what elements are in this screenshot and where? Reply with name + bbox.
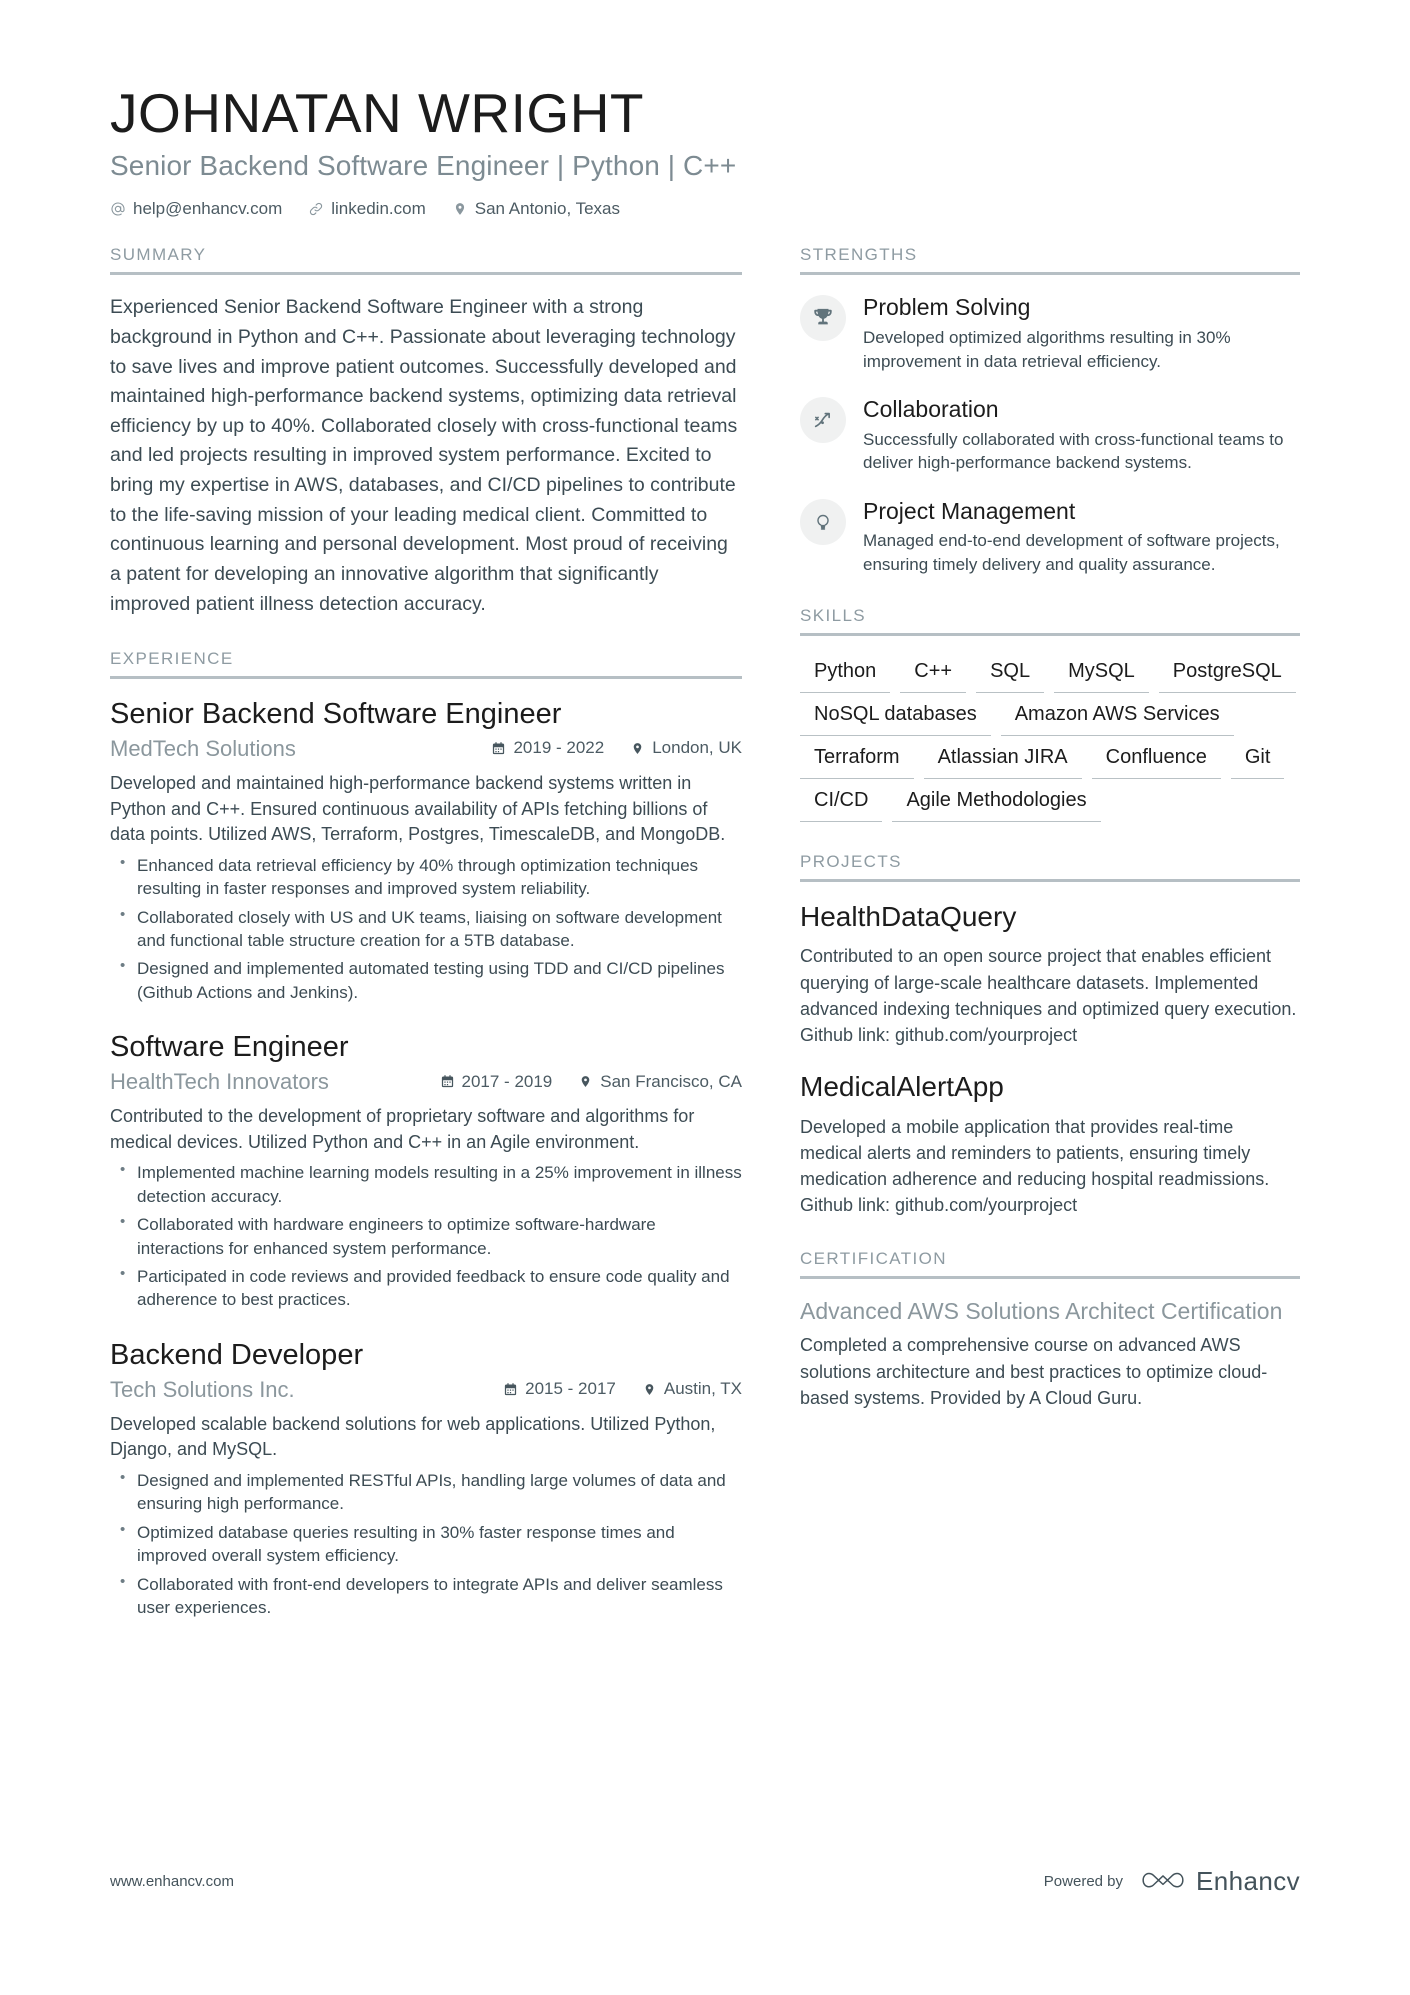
skill-chip: PostgreSQL bbox=[1159, 654, 1296, 693]
job-date-text: 2017 - 2019 bbox=[461, 1071, 553, 1091]
strength-description: Successfully collaborated with cross-functional teams to deliver high-performance backend systems. bbox=[863, 429, 1284, 473]
location-pin-icon bbox=[452, 201, 468, 217]
calendar-icon bbox=[503, 1382, 518, 1397]
skill-chip: Terraform bbox=[800, 740, 914, 779]
enhancv-mark-icon bbox=[1141, 1869, 1185, 1895]
contact-email-text: help@enhancv.com bbox=[133, 199, 283, 219]
location-pin-icon bbox=[578, 1074, 593, 1089]
strengths-section-title: STRENGTHS bbox=[800, 245, 918, 265]
summary-section-title: SUMMARY bbox=[110, 245, 207, 265]
calendar-icon bbox=[440, 1074, 455, 1089]
skill-chip: Agile Methodologies bbox=[892, 783, 1100, 822]
contact-email[interactable] bbox=[110, 199, 282, 219]
certification-item bbox=[800, 1297, 1300, 1412]
skill-chip: SQL bbox=[976, 654, 1044, 693]
skill-chip: MySQL bbox=[1054, 654, 1149, 693]
section-certification bbox=[800, 1249, 1300, 1412]
experience-entry bbox=[110, 1030, 742, 1312]
link-icon bbox=[308, 201, 324, 217]
lightbulb-icon bbox=[800, 499, 846, 545]
candidate-headline: Senior Backend Software Engineer | Python | C++ bbox=[110, 150, 737, 182]
job-bullet: • Designed and implemented RESTful APIs, handling large volumes of data and ensuring high performance. bbox=[110, 1469, 742, 1516]
trophy-icon bbox=[800, 295, 846, 341]
skills-list bbox=[800, 654, 1300, 822]
project-description: Developed a mobile application that provides real-time medical alerts and reminders to patients, ensuring timely medication adherence and reducing hospital readmissions. Github link: github.com/yourproject bbox=[800, 1116, 1270, 1216]
strength-item bbox=[800, 293, 1300, 373]
job-location bbox=[630, 738, 742, 758]
strength-body bbox=[863, 293, 1300, 373]
contact-linkedin-text: linkedin.com bbox=[331, 199, 426, 219]
section-divider bbox=[110, 272, 742, 275]
job-title: Software Engineer bbox=[110, 1031, 349, 1064]
contact-location bbox=[452, 199, 620, 219]
location-pin-icon bbox=[630, 741, 645, 756]
skill-chip: Python bbox=[800, 654, 890, 693]
section-projects bbox=[800, 852, 1300, 1218]
strength-item bbox=[800, 497, 1300, 577]
job-bullet: • Implemented machine learning models resulting in a 25% improvement in illness detection accuracy. bbox=[110, 1161, 742, 1208]
job-bullet: • Collaborated with front-end developers to integrate APIs and deliver seamless user experiences. bbox=[110, 1573, 742, 1620]
skill-chip: Atlassian JIRA bbox=[924, 740, 1082, 779]
job-description: Developed and maintained high-performance backend systems written in Python and C++. Ensured continuous availability of APIs fetching billions of data points. Utilized AWS, Terraform, Postgres, TimescaleDB, and MongoDB. bbox=[110, 772, 726, 845]
skill-chip: CI/CD bbox=[800, 783, 882, 822]
job-location bbox=[642, 1379, 742, 1399]
resume-columns bbox=[110, 245, 1300, 1625]
enhancv-wordmark: Enhancv bbox=[1196, 1866, 1300, 1896]
certification-description: Completed a comprehensive course on advanced AWS solutions architecture and best practices to optimize cloud-based systems. Provided by A Cloud Guru. bbox=[800, 1335, 1268, 1408]
contact-row bbox=[110, 199, 1300, 219]
job-bullet: • Participated in code reviews and provided feedback to ensure code quality and adherence to best practices. bbox=[110, 1265, 742, 1312]
job-bullet: • Collaborated closely with US and UK teams, liaising on software development and functional table structure creation for a 5TB database. bbox=[110, 906, 742, 953]
enhancv-logo bbox=[1141, 1866, 1300, 1897]
page-footer bbox=[110, 1866, 1300, 1897]
summary-text: Experienced Senior Backend Software Engineer with a strong background in Python and C++. Passionate about leveraging technology to save lives and improve patient outcomes. Successfully developed and maintained high-performance backend systems, optimizing data retrieval efficiency by up to 40%. Collaborated closely with cross-functional teams and led projects resulting in improved system performance. Excited to bring my expertise in AWS, databases, and CI/CD pipelines to contribute to the life-saving mission of your leading medical client. Committed to continuous learning and personal development. Most proud of receiving a patent for developing an innovative algorithm that significantly improved patient illness detection accuracy. bbox=[110, 296, 738, 615]
job-bullet: • Designed and implemented automated testing using TDD and CI/CD pipelines (Github Actions and Jenkins). bbox=[110, 957, 742, 1004]
powered-by-label: Powered by bbox=[1043, 1873, 1124, 1890]
job-meta bbox=[110, 736, 742, 762]
calendar-icon bbox=[491, 741, 506, 756]
job-location-text: London, UK bbox=[652, 738, 742, 758]
project-title: MedicalAlertApp bbox=[800, 1071, 1004, 1103]
left-column bbox=[110, 245, 742, 1625]
job-bullets bbox=[110, 1469, 742, 1620]
job-bullet: • Optimized database queries resulting in 30% faster response times and improved overall system efficiency. bbox=[110, 1521, 742, 1568]
job-date-text: 2015 - 2017 bbox=[525, 1379, 616, 1399]
section-experience bbox=[110, 649, 742, 1619]
job-location bbox=[578, 1072, 742, 1092]
job-meta bbox=[110, 1377, 742, 1403]
certification-title: Advanced AWS Solutions Architect Certification bbox=[800, 1297, 1283, 1324]
job-title: Senior Backend Software Engineer bbox=[110, 698, 562, 731]
strength-description: Managed end-to-end development of software projects, ensuring timely delivery and quality assurance. bbox=[863, 531, 1280, 574]
experience-entry bbox=[110, 697, 742, 1004]
footer-website[interactable]: www.enhancv.com bbox=[110, 1873, 234, 1890]
job-bullets bbox=[110, 854, 742, 1005]
strength-description: Developed optimized algorithms resulting in 30% improvement in data retrieval efficiency. bbox=[863, 328, 1231, 371]
experience-entry bbox=[110, 1338, 742, 1620]
skill-chip: Confluence bbox=[1092, 740, 1221, 779]
job-date bbox=[491, 738, 604, 758]
job-location-text: Austin, TX bbox=[663, 1379, 742, 1399]
job-company: MedTech Solutions bbox=[110, 735, 296, 761]
project-title: HealthDataQuery bbox=[800, 901, 1017, 933]
skill-chip: Git bbox=[1231, 740, 1285, 779]
job-bullet: • Enhanced data retrieval efficiency by 40% through optimization techniques resulting in faster responses and improved system reliability. bbox=[110, 854, 742, 901]
right-column bbox=[800, 245, 1300, 1417]
section-divider bbox=[800, 272, 1300, 275]
section-divider bbox=[800, 879, 1300, 882]
job-date bbox=[503, 1379, 616, 1399]
job-description: Contributed to the development of proprietary software and algorithms for medical devices. Utilized Python and C++ in an Agile environment. bbox=[110, 1106, 695, 1152]
strength-title: Collaboration bbox=[863, 395, 999, 422]
job-bullet: • Collaborated with hardware engineers to optimize software-hardware interactions for enhanced system performance. bbox=[110, 1213, 742, 1260]
section-summary bbox=[110, 245, 742, 619]
job-company: Tech Solutions Inc. bbox=[110, 1376, 295, 1402]
strength-title: Problem Solving bbox=[863, 294, 1031, 321]
job-company: HealthTech Innovators bbox=[110, 1069, 329, 1095]
job-bullets bbox=[110, 1161, 742, 1312]
strategy-icon bbox=[800, 397, 846, 443]
job-location-text: San Francisco, CA bbox=[600, 1071, 742, 1091]
section-skills bbox=[800, 606, 1300, 822]
strength-title: Project Management bbox=[863, 497, 1076, 524]
at-icon bbox=[110, 201, 126, 217]
certification-section-title: CERTIFICATION bbox=[800, 1248, 947, 1268]
skill-chip: Amazon AWS Services bbox=[1001, 697, 1234, 736]
resume-header bbox=[110, 84, 1300, 219]
skills-section-title: SKILLS bbox=[800, 606, 867, 626]
footer-branding bbox=[1044, 1866, 1300, 1897]
section-divider bbox=[110, 676, 742, 679]
job-date-text: 2019 - 2022 bbox=[513, 738, 605, 758]
section-divider bbox=[800, 1276, 1300, 1279]
project-item bbox=[800, 900, 1300, 1048]
job-date bbox=[440, 1072, 553, 1092]
projects-section-title: PROJECTS bbox=[800, 852, 902, 872]
candidate-name: JOHNATAN WRIGHT bbox=[110, 82, 645, 144]
strength-body bbox=[863, 395, 1300, 475]
project-description: Contributed to an open source project that enables efficient querying of large-scale healthcare datasets. Implemented advanced indexing techniques and optimized query execution. Github link: github.com/yourproject bbox=[800, 946, 1297, 1046]
project-item bbox=[800, 1070, 1300, 1218]
section-divider bbox=[800, 633, 1300, 636]
skill-chip: NoSQL databases bbox=[800, 697, 991, 736]
location-pin-icon bbox=[642, 1382, 657, 1397]
contact-location-text: San Antonio, Texas bbox=[474, 199, 620, 219]
experience-section-title: EXPERIENCE bbox=[110, 649, 234, 669]
contact-linkedin[interactable] bbox=[308, 199, 426, 219]
job-title: Backend Developer bbox=[110, 1338, 364, 1371]
section-strengths bbox=[800, 245, 1300, 576]
strength-body bbox=[863, 497, 1300, 577]
job-meta bbox=[110, 1069, 742, 1095]
skill-chip: C++ bbox=[900, 654, 966, 693]
strength-item bbox=[800, 395, 1300, 475]
job-description: Developed scalable backend solutions for web applications. Utilized Python, Django, and MySQL. bbox=[110, 1413, 716, 1460]
